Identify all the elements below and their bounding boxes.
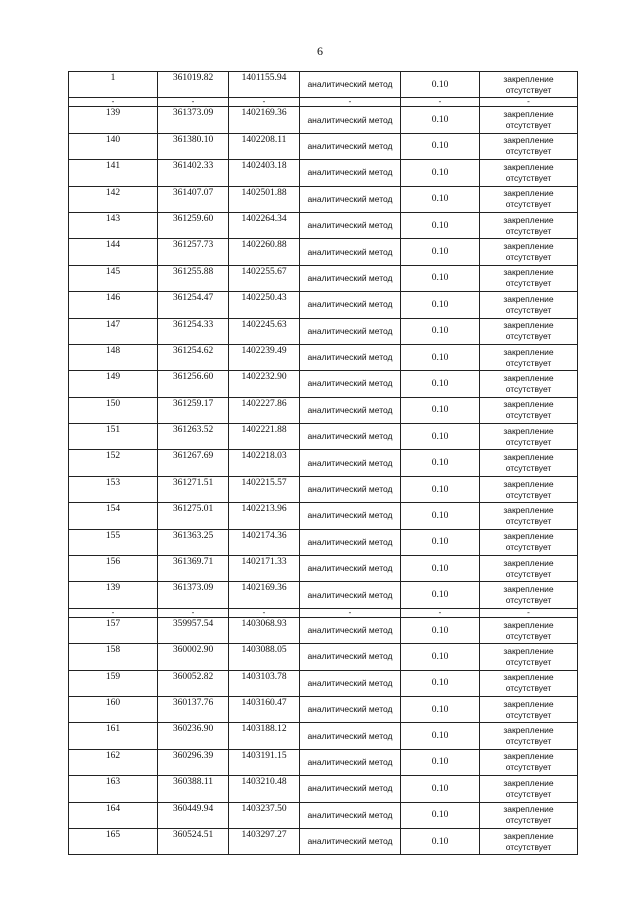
point-number-cell: 149: [69, 371, 158, 397]
point-number-cell: 165: [69, 828, 158, 854]
table-row: [69, 723, 578, 749]
method-cell: аналитический метод: [300, 582, 401, 608]
table-row: [69, 696, 578, 722]
fixing-cell: закрепление отсутствует: [480, 344, 578, 370]
x-coordinate-cell: 361257.73: [158, 239, 229, 265]
fixing-cell: закрепление отсутствует: [480, 239, 578, 265]
method-cell: -: [300, 608, 401, 617]
method-cell: аналитический метод: [300, 476, 401, 502]
fixing-cell: закрепление отсутствует: [480, 582, 578, 608]
accuracy-cell: 0.10: [401, 72, 480, 98]
accuracy-cell: 0.10: [401, 133, 480, 159]
point-number-cell: 139: [69, 107, 158, 133]
fixing-cell: закрепление отсутствует: [480, 107, 578, 133]
accuracy-cell: 0.10: [401, 828, 480, 854]
y-coordinate-cell: 1403237.50: [229, 802, 300, 828]
table-row: [69, 292, 578, 318]
x-coordinate-cell: 360236.90: [158, 723, 229, 749]
separator-row: [69, 98, 578, 107]
accuracy-cell: 0.10: [401, 186, 480, 212]
table-row: [69, 397, 578, 423]
table-row: [69, 776, 578, 802]
coordinates-table-body: [69, 72, 578, 855]
y-coordinate-cell: 1403188.12: [229, 723, 300, 749]
x-coordinate-cell: 361259.17: [158, 397, 229, 423]
fixing-cell: закрепление отсутствует: [480, 776, 578, 802]
point-number-cell: 152: [69, 450, 158, 476]
point-number-cell: 139: [69, 582, 158, 608]
point-number-cell: 147: [69, 318, 158, 344]
fixing-cell: -: [480, 98, 578, 107]
method-cell: аналитический метод: [300, 556, 401, 582]
separator-row: [69, 608, 578, 617]
point-number-cell: 164: [69, 802, 158, 828]
table-row: [69, 503, 578, 529]
accuracy-cell: -: [401, 98, 480, 107]
y-coordinate-cell: 1402232.90: [229, 371, 300, 397]
x-coordinate-cell: 361254.47: [158, 292, 229, 318]
fixing-cell: закрепление отсутствует: [480, 617, 578, 643]
table-row: [69, 212, 578, 238]
fixing-cell: закрепление отсутствует: [480, 723, 578, 749]
y-coordinate-cell: 1402264.34: [229, 212, 300, 238]
y-coordinate-cell: 1403103.78: [229, 670, 300, 696]
x-coordinate-cell: 360296.39: [158, 749, 229, 775]
y-coordinate-cell: 1403297.27: [229, 828, 300, 854]
x-coordinate-cell: 361373.09: [158, 107, 229, 133]
point-number-cell: 144: [69, 239, 158, 265]
accuracy-cell: 0.10: [401, 696, 480, 722]
y-coordinate-cell: 1402239.49: [229, 344, 300, 370]
accuracy-cell: 0.10: [401, 776, 480, 802]
method-cell: аналитический метод: [300, 318, 401, 344]
x-coordinate-cell: 361271.51: [158, 476, 229, 502]
accuracy-cell: 0.10: [401, 450, 480, 476]
method-cell: аналитический метод: [300, 802, 401, 828]
method-cell: аналитический метод: [300, 212, 401, 238]
x-coordinate-cell: 359957.54: [158, 617, 229, 643]
y-coordinate-cell: 1402245.63: [229, 318, 300, 344]
fixing-cell: закрепление отсутствует: [480, 265, 578, 291]
accuracy-cell: -: [401, 608, 480, 617]
y-coordinate-cell: 1403088.05: [229, 644, 300, 670]
fixing-cell: закрепление отсутствует: [480, 371, 578, 397]
y-coordinate-cell: 1402174.36: [229, 529, 300, 555]
fixing-cell: закрепление отсутствует: [480, 212, 578, 238]
coordinates-table: [68, 71, 578, 855]
point-number-cell: 141: [69, 160, 158, 186]
point-number-cell: 156: [69, 556, 158, 582]
y-coordinate-cell: 1402221.88: [229, 424, 300, 450]
table-row: [69, 529, 578, 555]
accuracy-cell: 0.10: [401, 212, 480, 238]
method-cell: аналитический метод: [300, 344, 401, 370]
y-coordinate-cell: -: [229, 608, 300, 617]
x-coordinate-cell: 360052.82: [158, 670, 229, 696]
method-cell: аналитический метод: [300, 503, 401, 529]
table-row: [69, 749, 578, 775]
x-coordinate-cell: 361380.10: [158, 133, 229, 159]
point-number-cell: 151: [69, 424, 158, 450]
method-cell: аналитический метод: [300, 696, 401, 722]
point-number-cell: 157: [69, 617, 158, 643]
table-row: [69, 424, 578, 450]
accuracy-cell: 0.10: [401, 749, 480, 775]
method-cell: аналитический метод: [300, 450, 401, 476]
method-cell: аналитический метод: [300, 828, 401, 854]
point-number-cell: 161: [69, 723, 158, 749]
table-row: [69, 72, 578, 98]
table-row: [69, 617, 578, 643]
accuracy-cell: 0.10: [401, 529, 480, 555]
point-number-cell: 163: [69, 776, 158, 802]
accuracy-cell: 0.10: [401, 344, 480, 370]
fixing-cell: закрепление отсутствует: [480, 749, 578, 775]
accuracy-cell: 0.10: [401, 371, 480, 397]
fixing-cell: закрепление отсутствует: [480, 318, 578, 344]
fixing-cell: закрепление отсутствует: [480, 186, 578, 212]
method-cell: аналитический метод: [300, 670, 401, 696]
fixing-cell: закрепление отсутствует: [480, 802, 578, 828]
method-cell: аналитический метод: [300, 265, 401, 291]
x-coordinate-cell: 360137.76: [158, 696, 229, 722]
accuracy-cell: 0.10: [401, 424, 480, 450]
method-cell: аналитический метод: [300, 371, 401, 397]
x-coordinate-cell: 361254.33: [158, 318, 229, 344]
method-cell: аналитический метод: [300, 186, 401, 212]
x-coordinate-cell: 360002.90: [158, 644, 229, 670]
fixing-cell: закрепление отсутствует: [480, 529, 578, 555]
accuracy-cell: 0.10: [401, 644, 480, 670]
table-row: [69, 371, 578, 397]
y-coordinate-cell: 1402215.57: [229, 476, 300, 502]
x-coordinate-cell: 361255.88: [158, 265, 229, 291]
fixing-cell: закрепление отсутствует: [480, 696, 578, 722]
accuracy-cell: 0.10: [401, 160, 480, 186]
fixing-cell: закрепление отсутствует: [480, 556, 578, 582]
accuracy-cell: 0.10: [401, 582, 480, 608]
x-coordinate-cell: 361369.71: [158, 556, 229, 582]
point-number-cell: 146: [69, 292, 158, 318]
table-row: [69, 582, 578, 608]
x-coordinate-cell: 361019.82: [158, 72, 229, 98]
y-coordinate-cell: 1402169.36: [229, 582, 300, 608]
x-coordinate-cell: -: [158, 98, 229, 107]
fixing-cell: закрепление отсутствует: [480, 828, 578, 854]
x-coordinate-cell: 361275.01: [158, 503, 229, 529]
x-coordinate-cell: 361407.07: [158, 186, 229, 212]
y-coordinate-cell: 1402208.11: [229, 133, 300, 159]
method-cell: аналитический метод: [300, 292, 401, 318]
point-number-cell: 142: [69, 186, 158, 212]
fixing-cell: закрепление отсутствует: [480, 424, 578, 450]
fixing-cell: закрепление отсутствует: [480, 397, 578, 423]
fixing-cell: закрепление отсутствует: [480, 644, 578, 670]
table-row: [69, 476, 578, 502]
point-number-cell: 154: [69, 503, 158, 529]
accuracy-cell: 0.10: [401, 107, 480, 133]
fixing-cell: -: [480, 608, 578, 617]
accuracy-cell: 0.10: [401, 318, 480, 344]
y-coordinate-cell: -: [229, 98, 300, 107]
point-number-cell: 153: [69, 476, 158, 502]
method-cell: аналитический метод: [300, 133, 401, 159]
y-coordinate-cell: 1402403.18: [229, 160, 300, 186]
y-coordinate-cell: 1402169.36: [229, 107, 300, 133]
point-number-cell: 145: [69, 265, 158, 291]
x-coordinate-cell: 360449.94: [158, 802, 229, 828]
method-cell: аналитический метод: [300, 424, 401, 450]
y-coordinate-cell: 1402218.03: [229, 450, 300, 476]
accuracy-cell: 0.10: [401, 802, 480, 828]
table-row: [69, 556, 578, 582]
accuracy-cell: 0.10: [401, 265, 480, 291]
point-number-cell: 160: [69, 696, 158, 722]
x-coordinate-cell: 361254.62: [158, 344, 229, 370]
method-cell: аналитический метод: [300, 107, 401, 133]
accuracy-cell: 0.10: [401, 556, 480, 582]
table-row: [69, 265, 578, 291]
y-coordinate-cell: 1402227.86: [229, 397, 300, 423]
table-row: [69, 450, 578, 476]
method-cell: аналитический метод: [300, 776, 401, 802]
method-cell: аналитический метод: [300, 239, 401, 265]
method-cell: аналитический метод: [300, 72, 401, 98]
y-coordinate-cell: 1402250.43: [229, 292, 300, 318]
accuracy-cell: 0.10: [401, 503, 480, 529]
accuracy-cell: 0.10: [401, 670, 480, 696]
accuracy-cell: 0.10: [401, 239, 480, 265]
x-coordinate-cell: 361256.60: [158, 371, 229, 397]
accuracy-cell: 0.10: [401, 292, 480, 318]
table-row: [69, 802, 578, 828]
point-number-cell: 155: [69, 529, 158, 555]
point-number-cell: 1: [69, 72, 158, 98]
y-coordinate-cell: 1402260.88: [229, 239, 300, 265]
x-coordinate-cell: 360524.51: [158, 828, 229, 854]
method-cell: аналитический метод: [300, 644, 401, 670]
fixing-cell: закрепление отсутствует: [480, 292, 578, 318]
point-number-cell: 150: [69, 397, 158, 423]
x-coordinate-cell: 361267.69: [158, 450, 229, 476]
method-cell: аналитический метод: [300, 749, 401, 775]
y-coordinate-cell: 1403191.15: [229, 749, 300, 775]
x-coordinate-cell: 361402.33: [158, 160, 229, 186]
fixing-cell: закрепление отсутствует: [480, 160, 578, 186]
x-coordinate-cell: -: [158, 608, 229, 617]
accuracy-cell: 0.10: [401, 617, 480, 643]
y-coordinate-cell: 1402255.67: [229, 265, 300, 291]
point-number-cell: 148: [69, 344, 158, 370]
method-cell: аналитический метод: [300, 529, 401, 555]
method-cell: аналитический метод: [300, 617, 401, 643]
y-coordinate-cell: 1403210.48: [229, 776, 300, 802]
accuracy-cell: 0.10: [401, 397, 480, 423]
accuracy-cell: 0.10: [401, 476, 480, 502]
point-number-cell: 162: [69, 749, 158, 775]
method-cell: аналитический метод: [300, 160, 401, 186]
table-row: [69, 186, 578, 212]
method-cell: -: [300, 98, 401, 107]
y-coordinate-cell: 1401155.94: [229, 72, 300, 98]
fixing-cell: закрепление отсутствует: [480, 133, 578, 159]
table-row: [69, 239, 578, 265]
table-row: [69, 107, 578, 133]
x-coordinate-cell: 361263.52: [158, 424, 229, 450]
point-number-cell: -: [69, 608, 158, 617]
table-row: [69, 644, 578, 670]
x-coordinate-cell: 361259.60: [158, 212, 229, 238]
x-coordinate-cell: 361373.09: [158, 582, 229, 608]
y-coordinate-cell: 1403160.47: [229, 696, 300, 722]
point-number-cell: 143: [69, 212, 158, 238]
fixing-cell: закрепление отсутствует: [480, 670, 578, 696]
table-row: [69, 828, 578, 854]
table-row: [69, 344, 578, 370]
page-number: 6: [317, 44, 323, 58]
fixing-cell: закрепление отсутствует: [480, 450, 578, 476]
y-coordinate-cell: 1402501.88: [229, 186, 300, 212]
table-row: [69, 160, 578, 186]
table-row: [69, 133, 578, 159]
point-number-cell: 159: [69, 670, 158, 696]
table-row: [69, 318, 578, 344]
fixing-cell: закрепление отсутствует: [480, 503, 578, 529]
fixing-cell: закрепление отсутствует: [480, 476, 578, 502]
point-number-cell: 158: [69, 644, 158, 670]
x-coordinate-cell: 361363.25: [158, 529, 229, 555]
fixing-cell: закрепление отсутствует: [480, 72, 578, 98]
x-coordinate-cell: 360388.11: [158, 776, 229, 802]
accuracy-cell: 0.10: [401, 723, 480, 749]
point-number-cell: -: [69, 98, 158, 107]
method-cell: аналитический метод: [300, 397, 401, 423]
y-coordinate-cell: 1402171.33: [229, 556, 300, 582]
y-coordinate-cell: 1403068.93: [229, 617, 300, 643]
point-number-cell: 140: [69, 133, 158, 159]
method-cell: аналитический метод: [300, 723, 401, 749]
y-coordinate-cell: 1402213.96: [229, 503, 300, 529]
table-row: [69, 670, 578, 696]
